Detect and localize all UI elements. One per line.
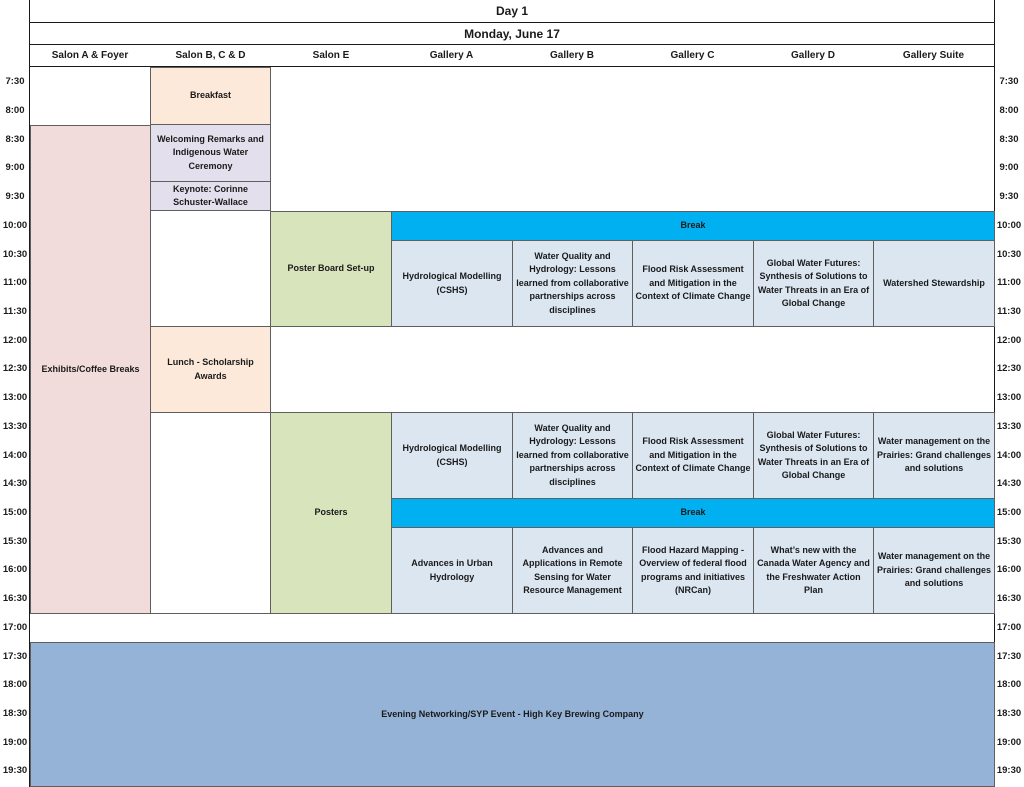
time-label-right: 9:00 (999, 162, 1019, 173)
room-header-salon-a: Salon A & Foyer (51, 50, 129, 61)
session-pm2-gallery-a: Advances in Urban Hydrology (391, 527, 513, 614)
time-label-right: 7:30 (999, 76, 1019, 87)
session-breakfast: Breakfast (150, 67, 271, 125)
time-label-left: 18:30 (2, 708, 28, 719)
session-keynote: Keynote: Corinne Schuster-Wallace (150, 181, 271, 211)
session-am-gallery-b: Water Quality and Hydrology: Lessons learned from collaborative partnerships across disciplines (512, 240, 633, 327)
time-label-right: 19:30 (996, 765, 1022, 776)
time-label-right: 10:30 (996, 248, 1022, 260)
room-header-salon-bcd: Salon B, C & D (175, 50, 246, 61)
time-label-right: 9:30 (999, 191, 1019, 202)
session-pm1-gallery-suite: Water management on the Prairies: Grand challenges and solutions (873, 412, 995, 499)
time-label-left: 16:00 (2, 564, 28, 575)
time-label-right: 8:00 (999, 105, 1019, 116)
time-label-left: 19:30 (2, 765, 28, 776)
time-label-left: 10:30 (2, 248, 28, 260)
time-label-right: 14:00 (996, 449, 1022, 461)
session-pm2-gallery-suite: Water management on the Prairies: Grand challenges and solutions (873, 527, 995, 614)
session-poster-board-setup: Poster Board Set-up (270, 211, 392, 327)
session-pm2-gallery-d: What’s new with the Canada Water Agency and the Freshwater Action Plan (753, 527, 874, 614)
time-label-right: 11:00 (997, 277, 1021, 288)
time-label-left: 14:30 (2, 478, 28, 489)
time-label-right: 17:30 (996, 650, 1022, 662)
time-label-left: 18:00 (2, 679, 28, 690)
time-label-left: 14:00 (2, 449, 28, 461)
time-label-right: 10:00 (996, 220, 1022, 231)
time-label-left: 15:00 (2, 507, 28, 518)
time-label-left: 19:00 (2, 736, 28, 748)
date-title: Monday, June 17 (464, 26, 560, 41)
session-pm1-gallery-b: Water Quality and Hydrology: Lessons learned from collaborative partnerships across disciplines (512, 412, 633, 499)
room-header-gallery-suite: Gallery Suite (902, 50, 965, 61)
session-am-gallery-c: Flood Risk Assessment and Mitigation in the Context of Climate Change (632, 240, 754, 327)
session-am-gallery-suite: Watershed Stewardship (873, 240, 995, 327)
time-label-right: 15:30 (996, 535, 1022, 547)
time-label-left: 8:30 (5, 133, 25, 145)
room-header-salon-e: Salon E (312, 50, 350, 61)
time-label-left: 7:30 (5, 76, 25, 87)
time-label-left: 9:30 (5, 191, 25, 202)
time-label-right: 13:30 (996, 421, 1022, 432)
session-pm1-gallery-a: Hydrological Modelling (CSHS) (391, 412, 513, 499)
room-header-gallery-d: Gallery D (791, 50, 835, 61)
time-label-right: 18:00 (996, 679, 1022, 690)
time-label-right: 18:30 (996, 708, 1022, 719)
room-header-gallery-c: Gallery C (670, 50, 715, 61)
time-label-left: 12:30 (2, 363, 28, 374)
time-label-left: 10:00 (2, 220, 28, 231)
time-label-left: 11:30 (3, 306, 27, 317)
empty-slot (150, 210, 271, 327)
time-label-right: 15:00 (996, 507, 1022, 518)
room-header-gallery-a: Gallery A (429, 50, 474, 61)
time-label-left: 15:30 (2, 535, 28, 547)
time-label-right: 13:00 (996, 392, 1022, 403)
time-label-right: 8:30 (999, 133, 1019, 145)
session-posters: Posters (270, 412, 392, 614)
time-label-left: 12:00 (2, 334, 28, 346)
time-label-left: 16:30 (2, 593, 28, 604)
time-label-right: 16:00 (996, 564, 1022, 575)
session-exhibits-coffee-breaks: Exhibits/Coffee Breaks (30, 125, 151, 614)
time-label-left: 13:00 (2, 392, 28, 403)
session-pm2-gallery-c: Flood Hazard Mapping - Overview of federal flood programs and initiatives (NRCan) (632, 527, 754, 614)
session-pm1-gallery-c: Flood Risk Assessment and Mitigation in the Context of Climate Change (632, 412, 754, 499)
time-label-left: 9:00 (5, 162, 25, 173)
session-welcoming-remarks: Welcoming Remarks and Indigenous Water Ceremony (150, 124, 271, 182)
time-label-right: 19:00 (996, 736, 1022, 748)
time-label-left: 17:00 (2, 622, 28, 633)
time-label-left: 8:00 (5, 105, 25, 116)
session-am-gallery-a: Hydrological Modelling (CSHS) (391, 240, 513, 327)
time-label-left: 13:30 (2, 421, 28, 432)
time-label-right: 12:30 (996, 363, 1022, 374)
session-break-afternoon: Break (391, 498, 995, 528)
session-evening-networking: Evening Networking/SYP Event - High Key Brewing Company (30, 642, 995, 787)
time-label-right: 12:00 (996, 334, 1022, 346)
session-break-morning: Break (391, 211, 995, 241)
empty-slot (150, 412, 271, 614)
session-am-gallery-d: Global Water Futures: Synthesis of Solutions to Water Threats in an Era of Global Change (753, 240, 874, 327)
time-label-right: 14:30 (996, 478, 1022, 489)
session-lunch-scholarship-awards: Lunch - Scholarship Awards (150, 326, 271, 413)
room-header-gallery-b: Gallery B (550, 50, 594, 61)
session-pm1-gallery-d: Global Water Futures: Synthesis of Solutions to Water Threats in an Era of Global Change (753, 412, 874, 499)
time-label-left: 11:00 (3, 277, 27, 288)
session-pm2-gallery-b: Advances and Applications in Remote Sensing for Water Resource Management (512, 527, 633, 614)
time-label-right: 16:30 (996, 593, 1022, 604)
time-label-right: 11:30 (997, 306, 1021, 317)
time-label-left: 17:30 (2, 650, 28, 662)
time-label-right: 17:00 (996, 622, 1022, 633)
day-title: Day 1 (495, 4, 529, 18)
